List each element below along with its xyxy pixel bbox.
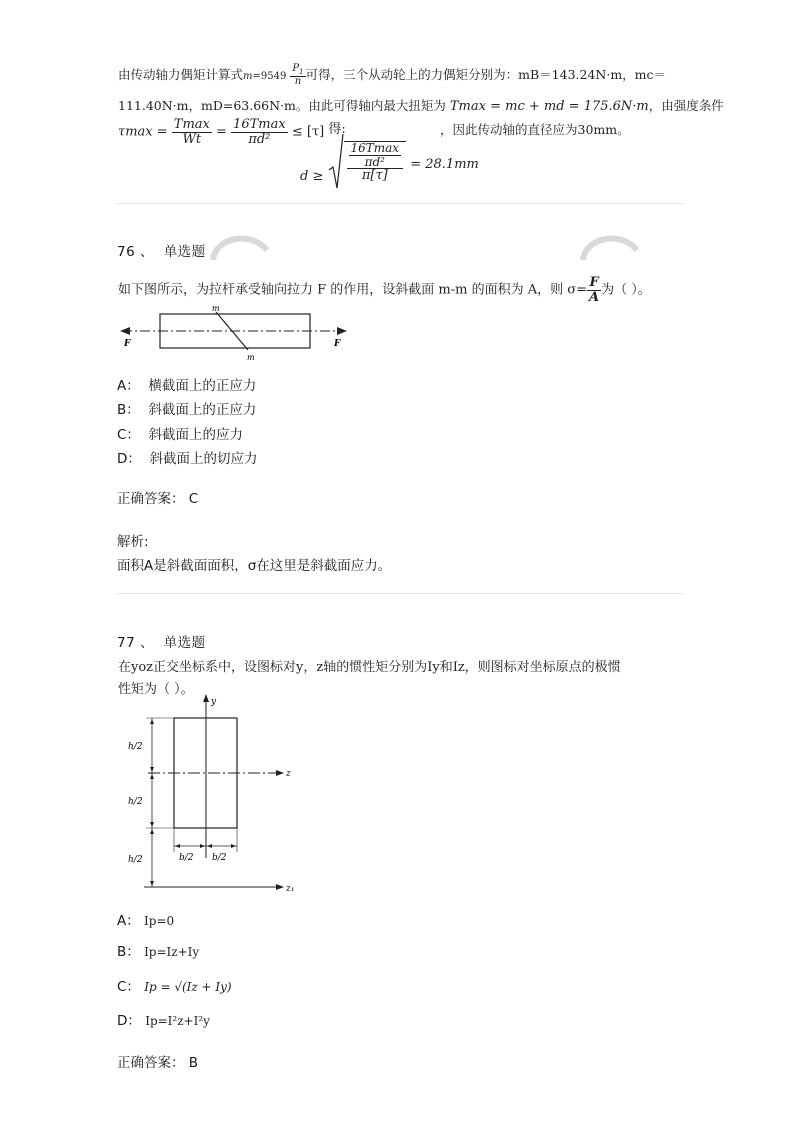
answer-label: 正确答案： [117,491,185,507]
question-header [117,631,206,651]
frac-num: 16Tmax [233,117,286,132]
option-letter: A： [117,913,140,929]
option-text: Ip = √(Iz + Iy) [144,980,232,994]
question-type: 单选题 [163,244,206,260]
option-text: Ip=I²z+I²y [145,1014,210,1028]
answer-value: B [188,1055,199,1071]
question-stem [118,276,651,304]
frac-den: Wt [182,131,202,147]
label-m-top: m [212,304,220,313]
solution-text: 可得，三个从动轮上的力偶矩分别为：mB＝143.24N·m，mc＝ [305,67,667,83]
analysis-label: 解析: [117,534,149,550]
label-f-left: F [124,339,131,349]
option-a[interactable] [117,374,256,394]
label-h-half-3: h/2 [128,855,143,865]
tau-formula: τmax = $\frac{Tmax}{Wt}$ = $\frac{16Tmax}{\text{πd²}}$ ≤ [τ] 得: [118,117,346,147]
question-type: 单选题 [163,635,206,651]
option-b[interactable] [117,398,256,418]
option-a[interactable] [117,909,174,929]
solution-line-2 [118,96,724,114]
label-y: y [211,697,217,707]
option-letter: B： [117,402,140,418]
formula-result: = 28.1mm [410,156,479,172]
frac-den: A [589,289,600,305]
formula-m: m [243,71,253,83]
label-b-half-1: b/2 [179,853,194,863]
frac-den: πd² [364,154,385,169]
label-z1: z₁ [286,884,295,894]
option-letter: B： [117,944,140,960]
option-letter: A： [117,378,140,394]
option-text: 斜截面上的应力 [148,427,244,443]
frac-den: π[τ] [361,168,388,184]
label-h-half-1: h/2 [128,742,143,752]
watermark-icon [205,228,275,268]
rectangle-section-figure [118,692,298,897]
option-text: 斜截面上的正应力 [148,402,257,418]
formula-tau: τmax [118,124,153,140]
label-f-right: F [334,339,341,349]
question-stem-line-1: 在yoz正交坐标系中，设图标对y，z轴的惯性矩分别为Iy和Iz，则图标对坐标原点的极惯 [118,660,621,675]
option-letter: D： [117,451,141,467]
formula-rhs: ≤ [τ] [291,124,325,140]
frac-16t-pid2 [231,118,288,146]
option-letter: C： [117,979,140,995]
option-d[interactable] [117,1009,210,1029]
stem-text: 为（ ）。 [601,282,651,298]
option-text: 斜截面上的切应力 [149,451,258,467]
sqrt-symbol-icon [328,132,344,192]
answer-value: C [188,491,199,507]
watermark-icon [575,228,645,268]
question-header [117,240,206,260]
formula-eq: =9549 [252,71,287,83]
frac-num: Tmax [173,117,210,132]
analysis-text: 面积A是斜截面面积，σ在这里是斜截面应力。 [117,558,392,574]
formula-d: d ≥ [300,168,324,184]
frac-p-sub: 1 [299,67,304,76]
option-text: Ip=0 [144,914,175,928]
frac-f-over-a [587,276,601,304]
stem-text: 如下图所示，为拉杆承受轴向拉力 F 的作用，设斜截面 m-m 的面积为 A，则 σ= [118,282,588,298]
frac-p: P [292,63,300,74]
option-d[interactable] [117,447,258,467]
frac-tmax-wt [172,118,212,146]
bar-tension-figure [118,302,348,362]
formula-p-over-n [290,64,305,87]
option-text: 横截面上的正应力 [148,378,257,394]
option-b[interactable] [117,940,199,960]
option-letter: D： [117,1013,141,1029]
solution-text: ，由强度条件 [648,98,724,113]
solution-text: 得: [328,122,346,137]
label-b-half-2: b/2 [212,853,227,863]
answer-label: 正确答案： [117,1055,185,1071]
solution-conclusion: ，因此传动轴的直径应为30mm。 [440,122,630,137]
label-m-bottom: m [247,353,255,362]
divider [116,593,684,594]
label-h-half-2: h/2 [128,797,143,807]
solution-text: 由传动轴力偶矩计算式 [118,67,244,83]
frac-n: n [294,75,302,87]
formula-tmax: Tmax = mc + md = 175.6N·m [449,99,649,114]
correct-answer [117,1051,198,1071]
question-stem-line-2: 性矩为（ ）。 [118,682,194,697]
divider [116,203,684,204]
option-c[interactable] [117,975,232,995]
solution-line-1 [118,64,666,87]
label-z: z [286,769,291,779]
option-text: Ip=Iz+Iy [144,945,200,959]
frac-den: πd² [248,131,271,147]
correct-answer [117,487,198,507]
frac-num: F [587,276,601,291]
sqrt-block [328,132,407,192]
question-number: 76 、 [117,244,154,260]
option-c[interactable] [117,423,243,443]
solution-text: 111.40N·m，mD=63.66N·m。由此可得轴内最大扭矩为 [118,98,446,113]
frac-num: 16Tmax [350,141,400,156]
option-letter: C： [117,427,140,443]
question-number: 77 、 [117,635,154,651]
